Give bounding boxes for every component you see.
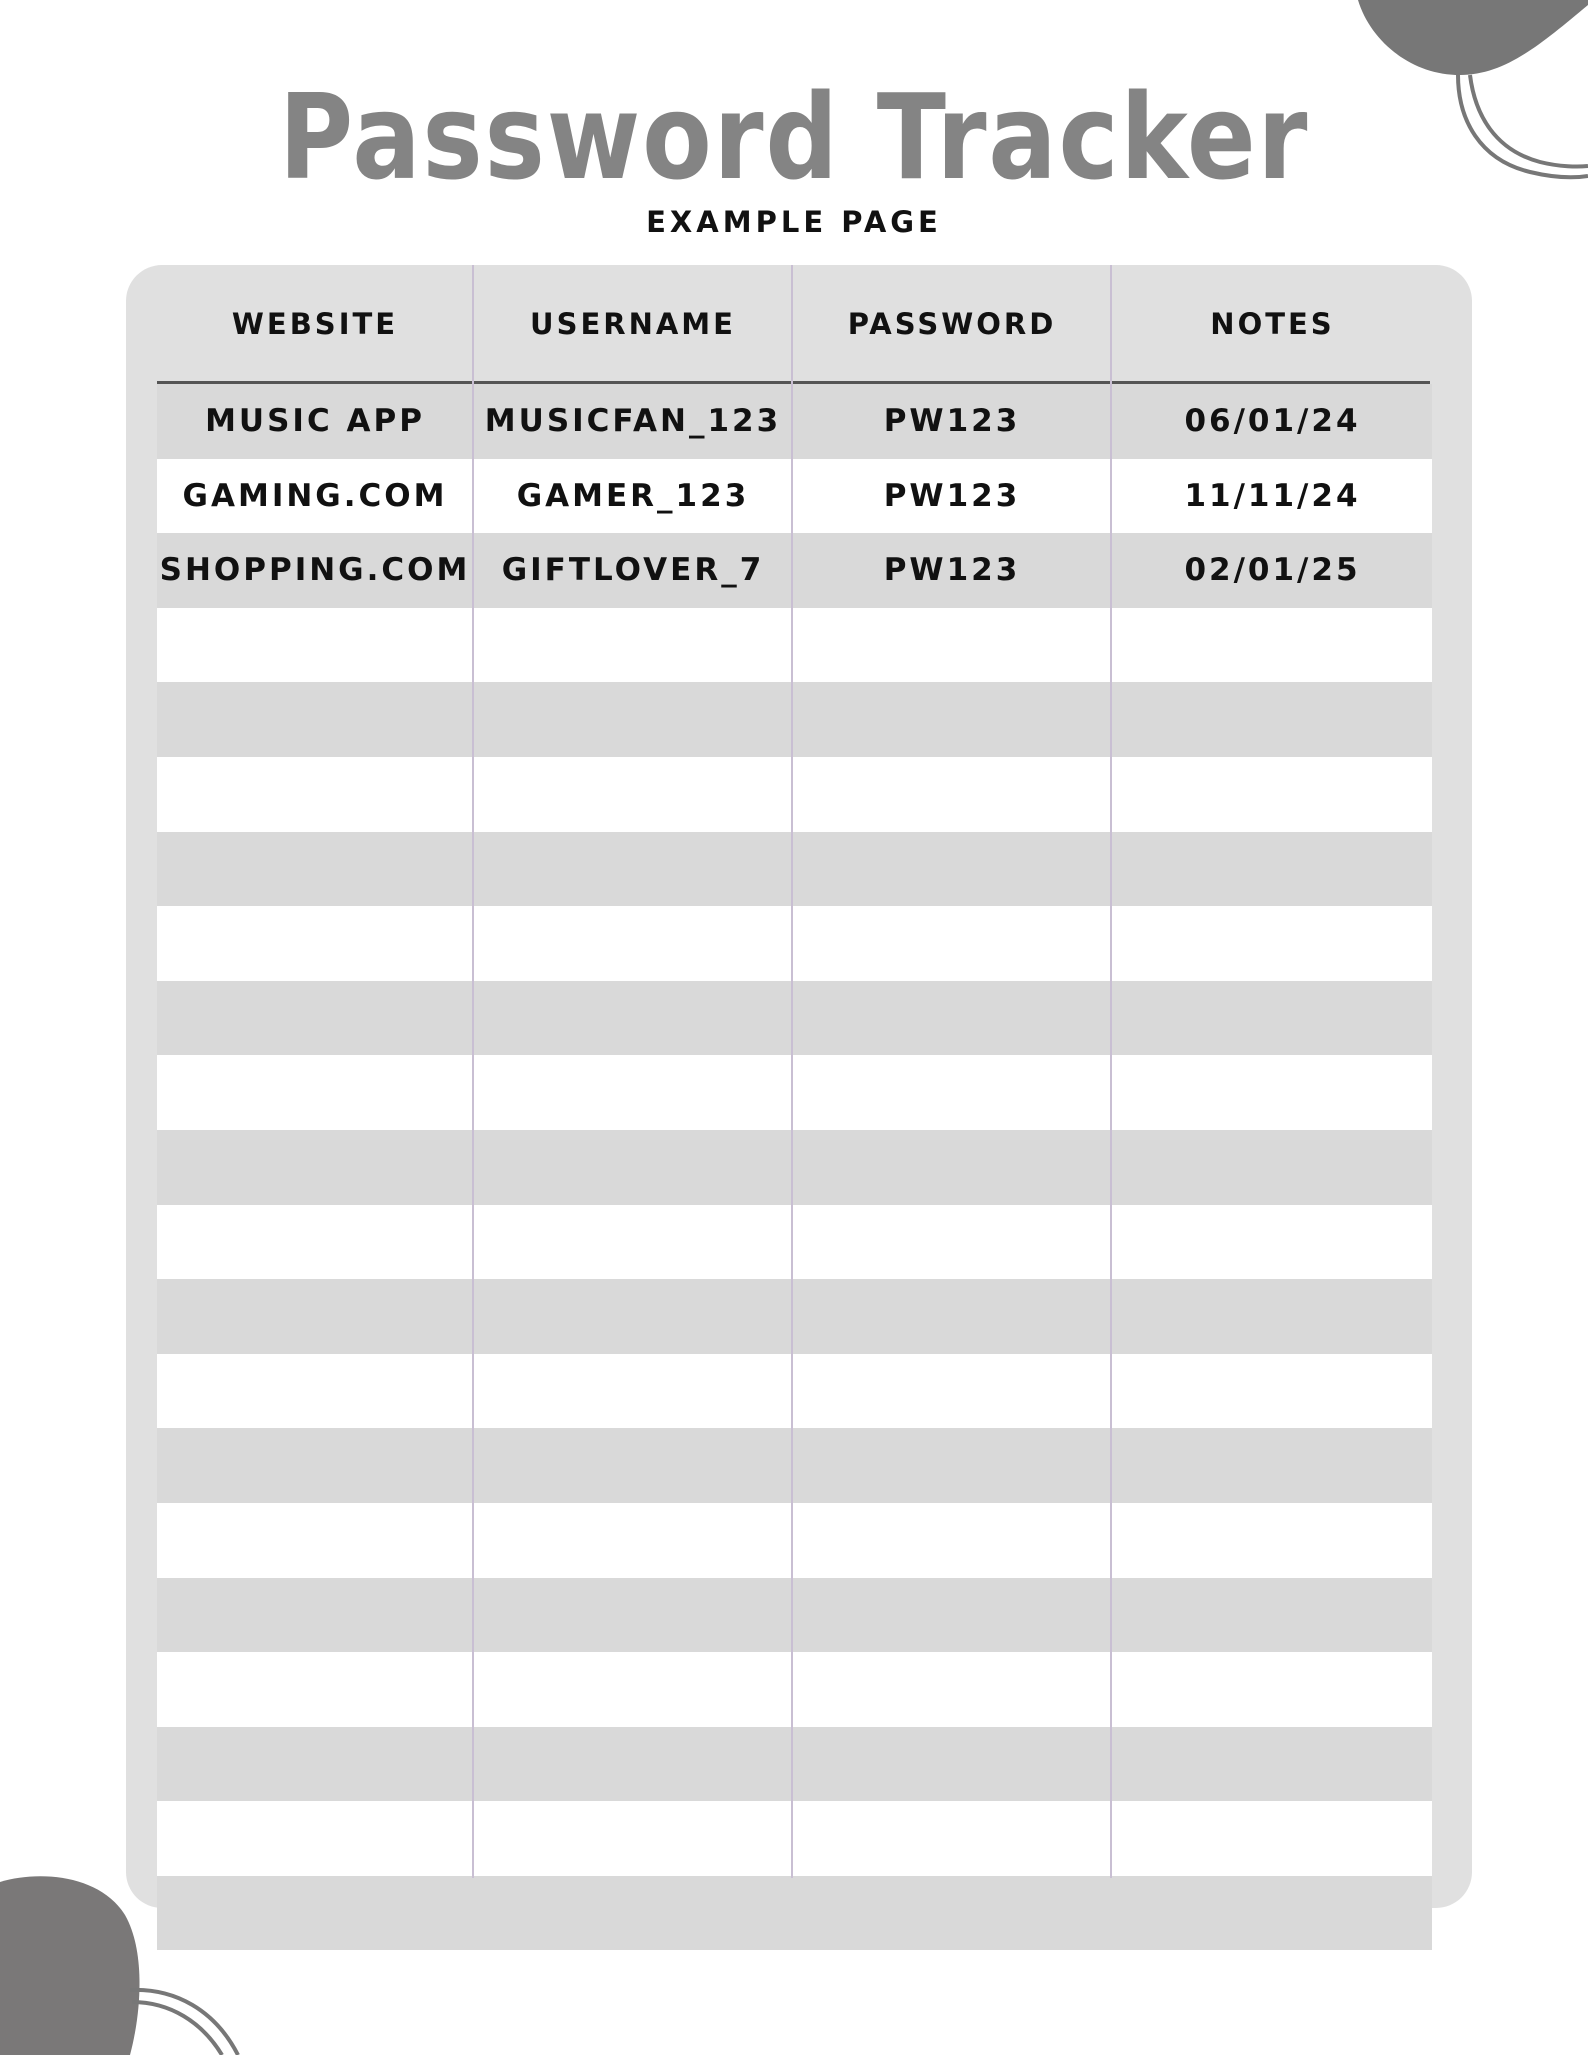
cell-username[interactable] [475,1205,791,1280]
table-row [157,1279,1432,1354]
table-header [157,265,1432,383]
cell-password[interactable] [793,981,1111,1056]
table-row [157,1354,1432,1429]
table-body [157,384,1432,1950]
table-row [157,757,1432,832]
cell-username[interactable] [475,1503,791,1578]
cell-notes[interactable] [1113,1652,1432,1727]
cell-password[interactable] [793,1130,1111,1205]
cell-password[interactable] [793,682,1111,757]
cell-notes[interactable] [1113,608,1432,683]
cell-username[interactable] [475,1055,791,1130]
table-row [157,1055,1432,1130]
cell-website[interactable] [157,981,473,1056]
header-username: USERNAME [530,307,736,341]
cell-password[interactable] [793,1055,1111,1130]
cell-password[interactable] [793,1428,1111,1503]
cell-website[interactable] [157,906,473,981]
table-row [157,682,1432,757]
table-row [157,1503,1432,1578]
cell-website[interactable] [157,1428,473,1503]
cell-password[interactable] [793,1727,1111,1802]
table-row [157,906,1432,981]
cell-username[interactable] [475,1354,791,1429]
cell-password[interactable] [793,608,1111,683]
cell-password[interactable]: PW123 [883,552,1021,589]
cell-username[interactable] [475,1279,791,1354]
table-row [157,1727,1432,1802]
cell-password[interactable]: PW123 [883,477,1021,514]
cell-notes[interactable] [1113,1279,1432,1354]
cell-notes[interactable] [1113,1876,1432,1951]
cell-username[interactable] [475,1130,791,1205]
column-divider [472,265,474,1878]
cell-password[interactable] [793,1652,1111,1727]
table-row [157,981,1432,1056]
cell-website[interactable] [157,1354,473,1429]
header-notes: NOTES [1210,307,1335,341]
cell-username[interactable] [475,682,791,757]
cell-website[interactable] [157,1876,473,1951]
cell-website[interactable] [157,757,473,832]
cell-website[interactable] [157,1055,473,1130]
cell-notes[interactable] [1113,1428,1432,1503]
cell-notes[interactable] [1113,906,1432,981]
table-row [157,384,1432,459]
column-divider [1110,265,1112,1878]
table-row [157,832,1432,907]
cell-password[interactable]: PW123 [883,403,1021,439]
table-row [157,1130,1432,1205]
cell-password[interactable] [793,1578,1111,1653]
header-password: PASSWORD [847,307,1057,341]
cell-username[interactable]: MUSICFAN_123 [484,403,782,439]
table-row [157,533,1432,608]
cell-website[interactable]: GAMING.COM [182,477,448,514]
table-row [157,1801,1432,1876]
table-row [157,1876,1432,1951]
cell-notes[interactable] [1113,1354,1432,1429]
cell-password[interactable] [793,1876,1111,1951]
cell-username[interactable] [475,1876,791,1951]
cell-notes[interactable] [1113,1727,1432,1802]
cell-notes[interactable] [1113,981,1432,1056]
cell-username[interactable] [475,608,791,683]
header-website: WEBSITE [231,307,399,341]
cell-username[interactable] [475,1578,791,1653]
cell-website[interactable] [157,1801,473,1876]
cell-username[interactable]: GAMER_123 [516,477,750,514]
cell-website[interactable] [157,1727,473,1802]
cell-website[interactable] [157,608,473,683]
cell-notes[interactable]: 11/11/24 [1184,477,1361,514]
cell-username[interactable] [475,981,791,1056]
cell-website[interactable] [157,682,473,757]
cell-notes[interactable] [1113,832,1432,907]
cell-username[interactable] [475,1652,791,1727]
table-row [157,1578,1432,1653]
cell-website[interactable]: SHOPPING.COM [159,552,471,589]
table-row [157,1652,1432,1727]
cell-password[interactable] [793,1205,1111,1280]
cell-username[interactable]: GIFTLOVER_7 [501,552,765,589]
table-row [157,1428,1432,1503]
table-row [157,608,1432,683]
cell-notes[interactable] [1113,1801,1432,1876]
cell-notes[interactable] [1113,1578,1432,1653]
cell-notes[interactable] [1113,757,1432,832]
cell-notes[interactable] [1113,1055,1432,1130]
cell-username[interactable] [475,1727,791,1802]
cell-password[interactable] [793,757,1111,832]
cell-website[interactable] [157,1652,473,1727]
page-subtitle: EXAMPLE PAGE [646,205,942,239]
cell-username[interactable] [475,1801,791,1876]
cell-password[interactable] [793,1503,1111,1578]
cell-username[interactable] [475,757,791,832]
cell-password[interactable] [793,1279,1111,1354]
cell-notes[interactable] [1113,1130,1432,1205]
cell-website[interactable] [157,1503,473,1578]
cell-username[interactable] [475,906,791,981]
cell-username[interactable] [475,1428,791,1503]
cell-notes[interactable] [1113,1503,1432,1578]
cell-password[interactable] [793,832,1111,907]
column-divider [791,265,793,1878]
table-row [157,1205,1432,1280]
cell-website[interactable] [157,1205,473,1280]
cell-password[interactable] [793,1801,1111,1876]
cell-website[interactable]: MUSIC APP [205,403,425,439]
table-row [157,459,1432,534]
cell-notes[interactable]: 02/01/25 [1184,552,1361,589]
cell-notes[interactable]: 06/01/24 [1184,403,1361,439]
cell-website[interactable] [157,1578,473,1653]
cell-website[interactable] [157,1279,473,1354]
cell-website[interactable] [157,1130,473,1205]
cell-notes[interactable] [1113,1205,1432,1280]
cell-website[interactable] [157,832,473,907]
cell-username[interactable] [475,832,791,907]
cell-notes[interactable] [1113,682,1432,757]
cell-password[interactable] [793,1354,1111,1429]
cell-password[interactable] [793,906,1111,981]
page-title: Password Tracker [278,68,1310,206]
